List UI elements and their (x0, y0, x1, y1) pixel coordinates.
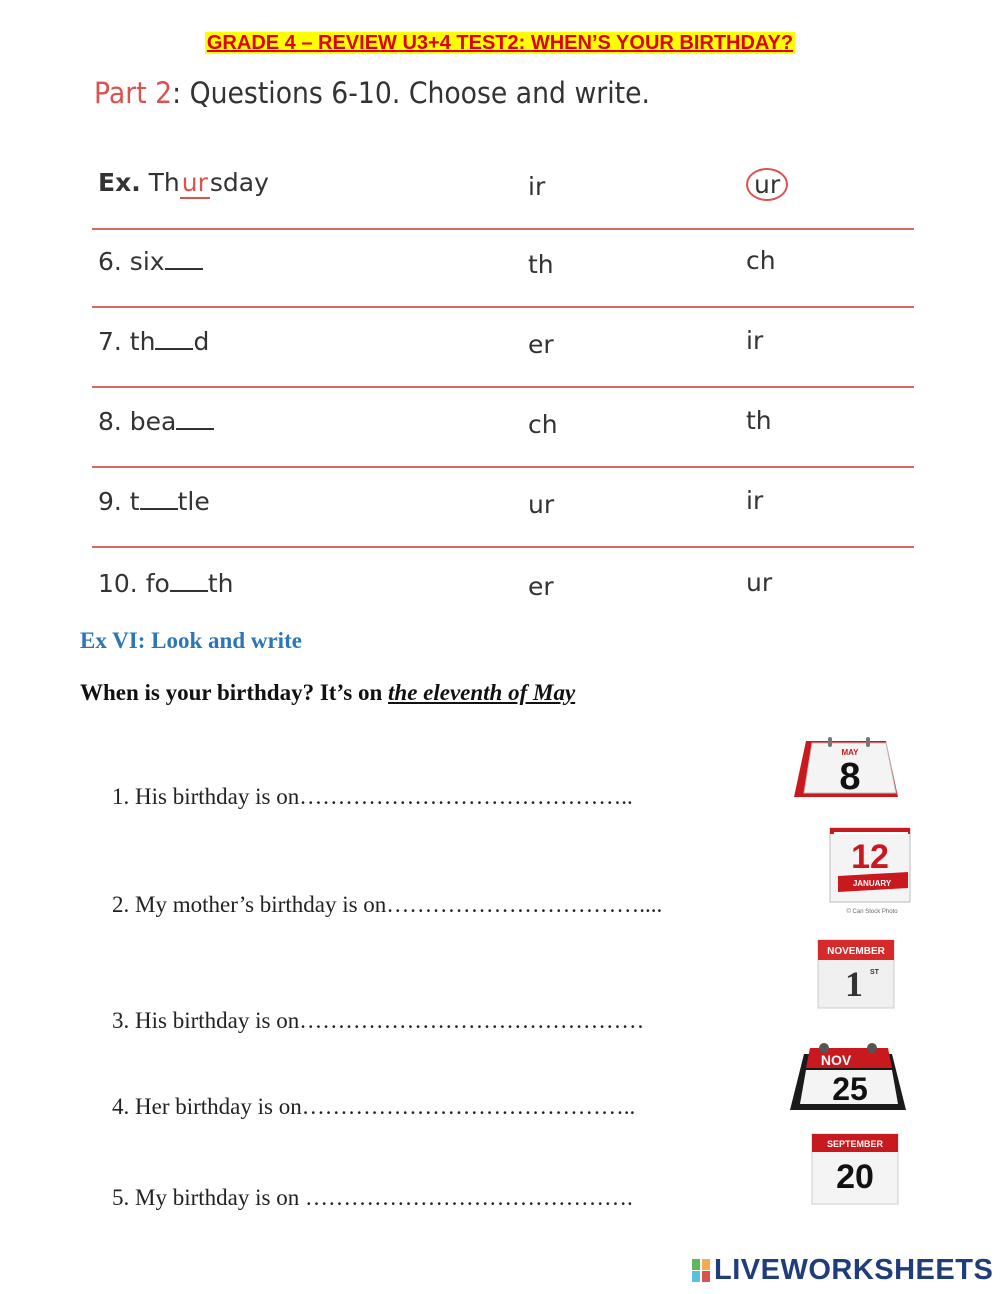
word-before: 6. six (98, 247, 165, 276)
calendar-january-12 (822, 824, 914, 916)
calendar-day: 25 (832, 1071, 868, 1107)
example-before: Th (148, 168, 180, 197)
question-word (98, 568, 233, 598)
example-option-2 (746, 168, 788, 201)
birthday-question-4[interactable]: 4. Her birthday is on…………………………………….. (112, 1094, 636, 1119)
calendar-ring (867, 1043, 877, 1053)
question-word (98, 406, 214, 436)
answer-blank[interactable] (155, 326, 193, 350)
word-before: 10. fo (98, 569, 170, 598)
question-row-6 (92, 230, 914, 308)
answer-blank[interactable] (140, 486, 178, 510)
calendar-month: SEPTEMBER (826, 1139, 884, 1149)
question-row-7 (92, 310, 914, 388)
example-option-2-circled: ur (746, 168, 788, 201)
row-divider (92, 306, 914, 308)
word-after: th (207, 569, 234, 598)
calendar-september-20 (810, 1130, 900, 1206)
calendar-nov-25 (784, 1040, 912, 1114)
option-1: ch (528, 410, 558, 439)
part2-label: Part 2 (94, 76, 173, 110)
birthday-question-3[interactable]: 3. His birthday is on……………………………………… (112, 1008, 645, 1033)
word-before: 8. bea (98, 407, 177, 436)
calendar-day: 8 (839, 756, 861, 798)
question-word (98, 326, 209, 356)
calendar-month: NOV (820, 1052, 852, 1068)
part2-instruction: : Questions 6-10. Choose and write. (172, 76, 651, 110)
question-row-9 (92, 470, 914, 548)
question-row-10 (92, 552, 914, 612)
exvi-example (80, 680, 575, 706)
row-divider (92, 466, 914, 468)
calendar-november-1 (816, 938, 896, 1010)
word-before: 9. t (98, 487, 140, 516)
question-row-8 (92, 390, 914, 468)
calendar-ring (828, 737, 832, 747)
calendar-day: 12 (851, 838, 889, 876)
answer-blank[interactable] (165, 246, 203, 270)
calendar-month: JANUARY (852, 879, 892, 888)
option-1: er (528, 572, 554, 601)
question-word (98, 246, 203, 276)
option-2: ir (746, 326, 764, 355)
brand-name: LIVEWORKSHEETS (714, 1254, 994, 1286)
option-2: ch (746, 246, 776, 275)
example-prefix: Ex. (98, 168, 141, 197)
calendar-month: NOVEMBER (827, 946, 885, 957)
part2-heading (94, 76, 650, 110)
question-word (98, 486, 210, 516)
example-option-1: ir (528, 172, 546, 201)
liveworksheets-logo[interactable] (692, 1254, 993, 1287)
row-divider (92, 386, 914, 388)
birthday-question-1[interactable]: 1. His birthday is on…………………………………….. (112, 784, 633, 809)
example-word (98, 168, 269, 199)
calendar-may-8 (786, 733, 904, 801)
title-text: GRADE 4 – REVIEW U3+4 TEST2: WHEN’S YOUR BIRTHDAY? (206, 32, 794, 54)
option-1: er (528, 330, 554, 359)
exvi-example-question: When is your birthday? It’s on (80, 680, 389, 705)
option-2: ur (746, 568, 773, 597)
word-after: d (193, 327, 210, 356)
liveworksheets-icon (692, 1259, 710, 1283)
option-1: th (528, 250, 554, 279)
example-answer: ur (181, 168, 208, 197)
answer-blank[interactable] (176, 406, 214, 430)
option-1: ur (528, 490, 555, 519)
option-2: th (746, 406, 772, 435)
calendar-suffix: ST (870, 969, 879, 976)
birthday-question-2[interactable]: 2. My mother’s birthday is on…………………………….... (112, 892, 663, 917)
calendar-day: 20 (836, 1158, 874, 1196)
answer-blank[interactable] (170, 568, 208, 592)
calendar-credit: © Can Stock Photo (846, 909, 898, 915)
calendar-ring (866, 737, 870, 747)
row-divider (92, 546, 914, 548)
calendar-month: MAY (841, 748, 859, 757)
exvi-heading: Ex VI: Look and write (80, 628, 302, 653)
word-after: tle (177, 487, 210, 516)
example-after: sday (209, 168, 269, 197)
example-row (92, 152, 914, 230)
calendar-day: 1 (845, 964, 863, 1004)
worksheet-title (0, 32, 1000, 55)
option-2: ir (746, 486, 764, 515)
exvi-example-answer: the eleventh of May (388, 680, 576, 705)
birthday-question-5[interactable]: 5. My birthday is on ……………………………………. (112, 1185, 633, 1210)
word-before: 7. th (98, 327, 156, 356)
calendar-ring (834, 832, 908, 834)
